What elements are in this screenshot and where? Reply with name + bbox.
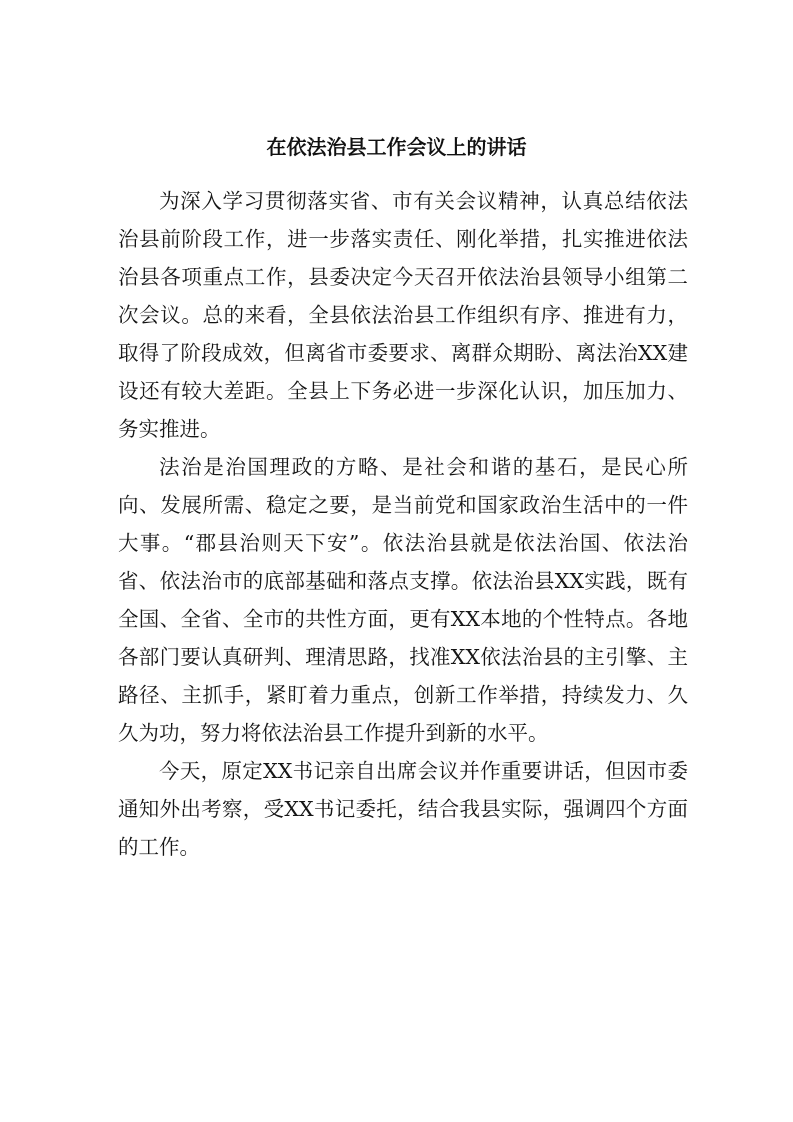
paragraph-3: 今天，原定XX书记亲自出席会议并作重要讲话，但因市委通知外出考察，受XX书记委托，结合我县实际，强调四个方面的工作。 <box>118 759 688 859</box>
document-title: 在依法治县工作会议上的讲话 <box>266 135 527 159</box>
paragraph-1: 为深入学习贯彻落实省、市有关会议精神，认真总结依法治县前阶段工作，进一步落实责任、刚化举措，扎实推进依法治县各项重点工作，县委决定今天召开依法治县领导小组第二次会议。总的来看，全县依法治县工作组织有序、推进有力，取得了阶段成效，但离省市委要求、离群众期盼、离法治XX建设还有较大差距。全县上下务必进一步深化认识，加压加力、务实推进。 <box>118 189 688 441</box>
paragraph-2: 法治是治国理政的方略、是社会和谐的基石，是民心所向、发展所需、稳定之要，是当前党和国家政治生活中的一件大事。“郡县治则天下安”。依法治县就是依法治国、依法治省、依法治市的底部基础和落点支撑。依法治县XX实践，既有全国、全省、全市的共性方面，更有XX本地的个性特点。各地各部门要认真研判、理清思路，找准XX依法治县的主引擎、主路径、主抓手，紧盯着力重点，创新工作举措，持续发力、久久为功，努力将依法治县工作提升到新的水平。 <box>118 455 688 745</box>
document-body <box>118 182 688 866</box>
